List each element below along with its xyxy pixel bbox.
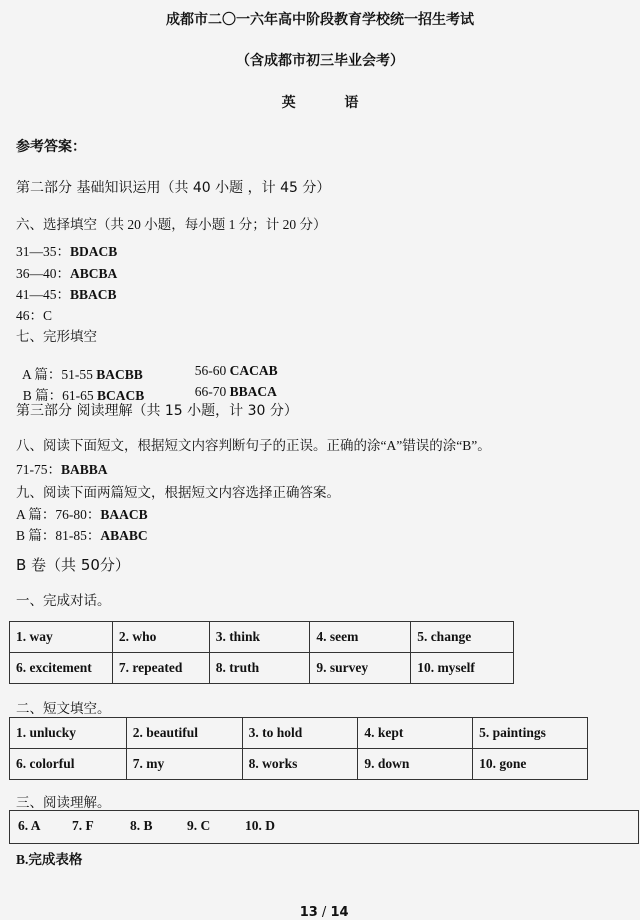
- cloze-a-answer-2: CACAB: [229, 363, 278, 378]
- reading-a-label: A 篇：76-80：: [16, 507, 101, 522]
- table-cell: 10. myself: [411, 653, 514, 684]
- reading-answer: 6. A: [18, 818, 41, 833]
- table-cell: 9. down: [358, 749, 473, 780]
- subject-title: 英 语: [281, 95, 359, 111]
- exam-title: 成都市二〇一六年高中阶段教育学校统一招生考试: [166, 12, 474, 28]
- section-6-heading: 六、选择填空（共 20 小题，每小题 1 分；计 20 分）: [16, 217, 327, 232]
- answer-range: 31—35：: [16, 244, 70, 259]
- table-cell: 7. repeated: [112, 653, 209, 684]
- reading-a-line: [16, 503, 148, 523]
- passage-fill-section-heading: 二、短文填空。: [16, 701, 111, 716]
- page-separator: /: [317, 905, 331, 920]
- cloze-b-line: [16, 368, 144, 404]
- answer-value: BBACB: [70, 287, 117, 302]
- table-row: [10, 749, 588, 780]
- current-page: 13: [299, 905, 318, 920]
- cloze-a-label: A 篇：51-55: [22, 367, 97, 382]
- reading-b-answer: ABABC: [100, 528, 148, 543]
- cloze-b-answer-2: BBACA: [229, 384, 277, 399]
- table-cell: 3. to hold: [242, 718, 358, 749]
- table-cell: 8. truth: [209, 653, 310, 684]
- part-b-heading: B 卷（共 50分）: [16, 556, 130, 574]
- dialogue-section-heading: 一、完成对话。: [16, 593, 111, 608]
- table-cell: 2. beautiful: [126, 718, 242, 749]
- answer-line-41-45: [16, 283, 117, 303]
- table-row: [10, 718, 588, 749]
- table-row: [10, 622, 514, 653]
- reading-answer: 7. F: [72, 818, 94, 833]
- answer-line-31-35: [16, 240, 117, 260]
- reading-answer: 10. D: [245, 818, 275, 833]
- answer-range: 46：: [16, 308, 43, 323]
- answer-range: 71-75：: [16, 462, 61, 477]
- exam-subtitle: （含成都市初三毕业会考）: [236, 53, 404, 69]
- total-pages: 14: [330, 905, 349, 920]
- table-cell: 3. think: [209, 622, 310, 653]
- reading-b-line: [16, 524, 148, 544]
- page-number: [0, 890, 640, 920]
- table-completion-label: B.完成表格: [16, 852, 83, 867]
- section-9-heading: 九、阅读下面两篇短文，根据短文内容选择正确答案。: [16, 485, 340, 500]
- table-cell: 1. way: [10, 622, 113, 653]
- table-cell: 4. kept: [358, 718, 473, 749]
- table-cell: 5. paintings: [473, 718, 588, 749]
- reading-answer: 8. B: [130, 818, 153, 833]
- answers-heading: 参考答案：: [16, 139, 86, 155]
- cloze-a-range-2: 56-60: [194, 363, 230, 378]
- table-cell: 4. seem: [310, 622, 411, 653]
- part3-heading: 第三部分 阅读理解（共 15 小题，计 30 分）: [16, 403, 298, 419]
- section-7-heading: 七、完形填空: [16, 329, 97, 344]
- table-cell: 8. works: [242, 749, 358, 780]
- table-cell: 6. excitement: [10, 653, 113, 684]
- reading-a-answer: BAACB: [100, 507, 148, 522]
- answer-value: ABCBA: [70, 266, 118, 281]
- table-cell: 10. gone: [473, 749, 588, 780]
- table-cell: 6. colorful: [10, 749, 127, 780]
- answer-value: BDACB: [70, 244, 118, 259]
- section-8-heading: 八、阅读下面短文，根据短文内容判断句子的正误。正确的涂“A”错误的涂“B”。: [16, 438, 491, 453]
- table-cell: 9. survey: [310, 653, 411, 684]
- table-cell: 5. change: [411, 622, 514, 653]
- answer-range: 41—45：: [16, 287, 70, 302]
- table-cell: 7. my: [126, 749, 242, 780]
- cloze-a-answer-1: BACBB: [96, 367, 143, 382]
- reading-answer-box: [9, 810, 639, 844]
- cloze-b-range-2: 66-70: [194, 384, 230, 399]
- table-cell: 2. who: [112, 622, 209, 653]
- table-cell: 1. unlucky: [10, 718, 127, 749]
- answer-value: C: [43, 308, 53, 323]
- reading-section-heading: 三、阅读理解。: [16, 795, 111, 810]
- cloze-b-label: B 篇：61-65: [22, 388, 97, 403]
- reading-answer: 9. C: [187, 818, 211, 833]
- part2-heading: 第二部分 基础知识运用（共 40 小题 ，计 45 分）: [16, 180, 331, 196]
- answer-range: 36—40：: [16, 266, 70, 281]
- reading-b-label: B 篇：81-85：: [16, 528, 101, 543]
- cloze-b-answer-1: BCACB: [97, 388, 145, 403]
- answer-line-36-40: [16, 262, 117, 282]
- answer-value: BABBA: [61, 462, 108, 477]
- answer-line-46: [16, 304, 52, 324]
- cloze-b-line-2: [188, 368, 277, 400]
- table-row: [10, 653, 514, 684]
- answer-line-71-75: [16, 458, 108, 478]
- passage-fill-answer-table: [9, 717, 588, 780]
- dialogue-answer-table: [9, 621, 514, 684]
